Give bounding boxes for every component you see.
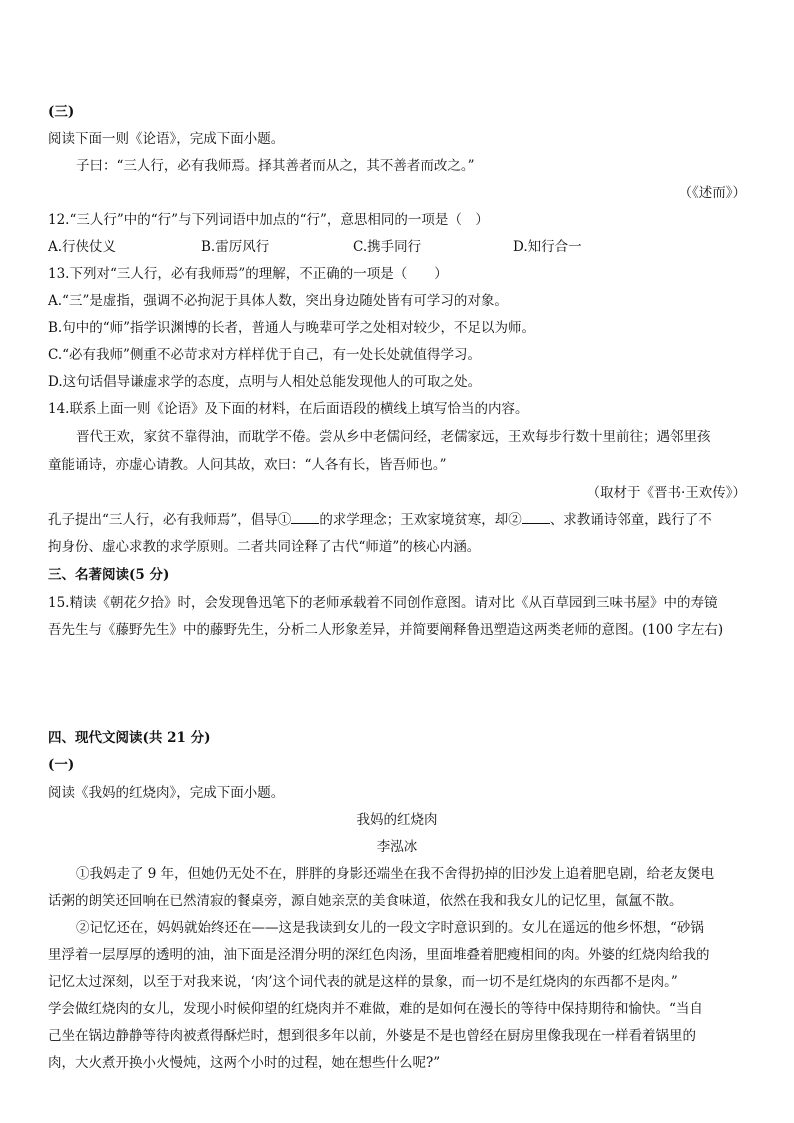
paragraph-2-line-5: 己坐在锅边静静等待肉被煮得酥烂时，想到很多年以前，外婆是不是也曾经在厨房里像我现在一样看着锅里的	[48, 1028, 696, 1044]
article-author: 李泓冰	[376, 839, 418, 855]
paragraph-2-line-3: 记忆太过深刻，以至于对我来说，‘肉’这个词代表的就是这样的景象，而一切不是红烧肉的东西都不是肉。”	[48, 974, 678, 990]
question-13-option-d[interactable]: D.这句话倡导谦虚求学的态度，点明与人相处总能发现他人的可取之处。	[48, 374, 482, 390]
question-12-options	[48, 238, 746, 256]
paragraph-1-line-2: 话粥的朗笑还回响在已然清寂的餐桌旁，源自她亲烹的美食味道，依然在我和我女儿的记忆里，氤氲不散。	[48, 893, 683, 909]
material-line-2: 童能诵诗，亦虚心请教。人问其故，欢曰：“人各有长，皆吾师也。”	[48, 457, 447, 473]
paragraph-2-line-4: 学会做红烧肉的女儿，发现小时候仰望的红烧肉并不难做，难的是如何在漫长的等待中保持期待和愉快。“当自	[48, 1001, 703, 1017]
fill-in-paragraph-line-1	[48, 511, 746, 529]
paragraph-2-line-6: 肉，大火煮开换小火慢炖，这两个小时的过程，她在想些什么呢?”	[48, 1055, 441, 1071]
answer-blank-1[interactable]	[291, 511, 319, 524]
material-line-1: 晋代王欢，家贫不靠得油，而耽学不倦。尝从乡中老儒问经，老儒家远，王欢每步行数十里前往；遇邻里孩	[76, 429, 711, 445]
option-d[interactable]: D.知行合一	[513, 239, 582, 255]
option-b[interactable]: B.雷厉风行	[201, 239, 270, 255]
question-15-line-2: 吾先生与《藤野先生》中的藤野先生，分析二人形象差异，并简要阐释鲁迅塑造这两类老师的意图。(100 字左右)	[48, 622, 724, 638]
question-14-stem: 14.联系上面一则《论语》及下面的材料，在后面语段的横线上填写恰当的内容。	[48, 401, 529, 417]
question-15-line-1: 15.精读《朝花夕拾》时，会发现鲁迅笔下的老师承载着不同创作意图。请对比《从百草园到三味书屋》中的寿镜	[48, 595, 718, 611]
fill-in-paragraph-line-2: 拘身份、虚心求教的求学原则。二者共同诠释了古代“师道”的核心内涵。	[48, 539, 481, 555]
question-13-option-c[interactable]: C.“必有我师”侧重不必苛求对方样样优于自己，有一处长处就值得学习。	[48, 347, 481, 363]
option-c[interactable]: C.携手同行	[353, 239, 422, 255]
paragraph-1-line-1: ①我妈走了 9 年，但她仍无处不在，胖胖的身影还端坐在我不舍得扔掉的旧沙发上追着肥皂剧，给老友煲电	[76, 866, 715, 882]
fill-text-1: 孔子提出“三人行，必有我师焉”，倡导①	[48, 512, 292, 528]
paragraph-2-line-2: 里浮着一层厚厚的透明的油，油下面是泾渭分明的深红色肉汤，里面堆叠着肥瘦相间的肉。外婆的红烧肉给我的	[48, 947, 710, 963]
article-title: 我妈的红烧肉	[356, 812, 438, 828]
reading-instruction: 阅读下面一则《论语》，完成下面小题。	[48, 131, 285, 147]
quote-source: （《述而》）	[678, 185, 746, 201]
lunyu-quote: 子曰：“三人行，必有我师焉。择其善者而从之，其不善者而改之。”	[76, 158, 475, 174]
material-source: （取材于《晋书·王欢传》）	[586, 485, 746, 501]
option-a[interactable]: A.行侠仗义	[48, 239, 117, 255]
question-13-option-b[interactable]: B.句中的“师”指学识渊博的长者，普通人与晚辈可学之处相对较少，不足以为师。	[48, 320, 536, 336]
subsection-label: (三)	[48, 104, 75, 120]
answer-blank-2[interactable]	[522, 511, 550, 524]
paragraph-2-line-1: ②记忆还在，妈妈就始终还在——这是我读到女儿的一段文字时意识到的。女儿在遥远的他乡怀想，“砂锅	[76, 920, 704, 936]
section-title-3: 三、名著阅读(5 分)	[48, 567, 170, 583]
subsection-label-2: (一)	[48, 757, 75, 773]
question-13-option-a[interactable]: A.“三”是虚指，强调不必拘泥于具体人数，突出身边随处皆有可学习的对象。	[48, 293, 508, 309]
reading-instruction-2: 阅读《我妈的红烧肉》，完成下面小题。	[48, 785, 285, 801]
fill-text-2: 的求学理念；王欢家境贫寒，却②	[319, 512, 522, 528]
section-title-4: 四、现代文阅读(共 21 分)	[48, 730, 211, 746]
question-12-stem: 12.“三人行”中的“行”与下列词语中加点的“行”，意思相同的一项是（ ）	[48, 212, 489, 228]
fill-text-3: 、求教诵诗邻童，践行了不	[549, 512, 712, 528]
question-13-stem: 13.下列对“三人行，必有我师焉”的理解，不正确的一项是（ ）	[48, 266, 448, 282]
